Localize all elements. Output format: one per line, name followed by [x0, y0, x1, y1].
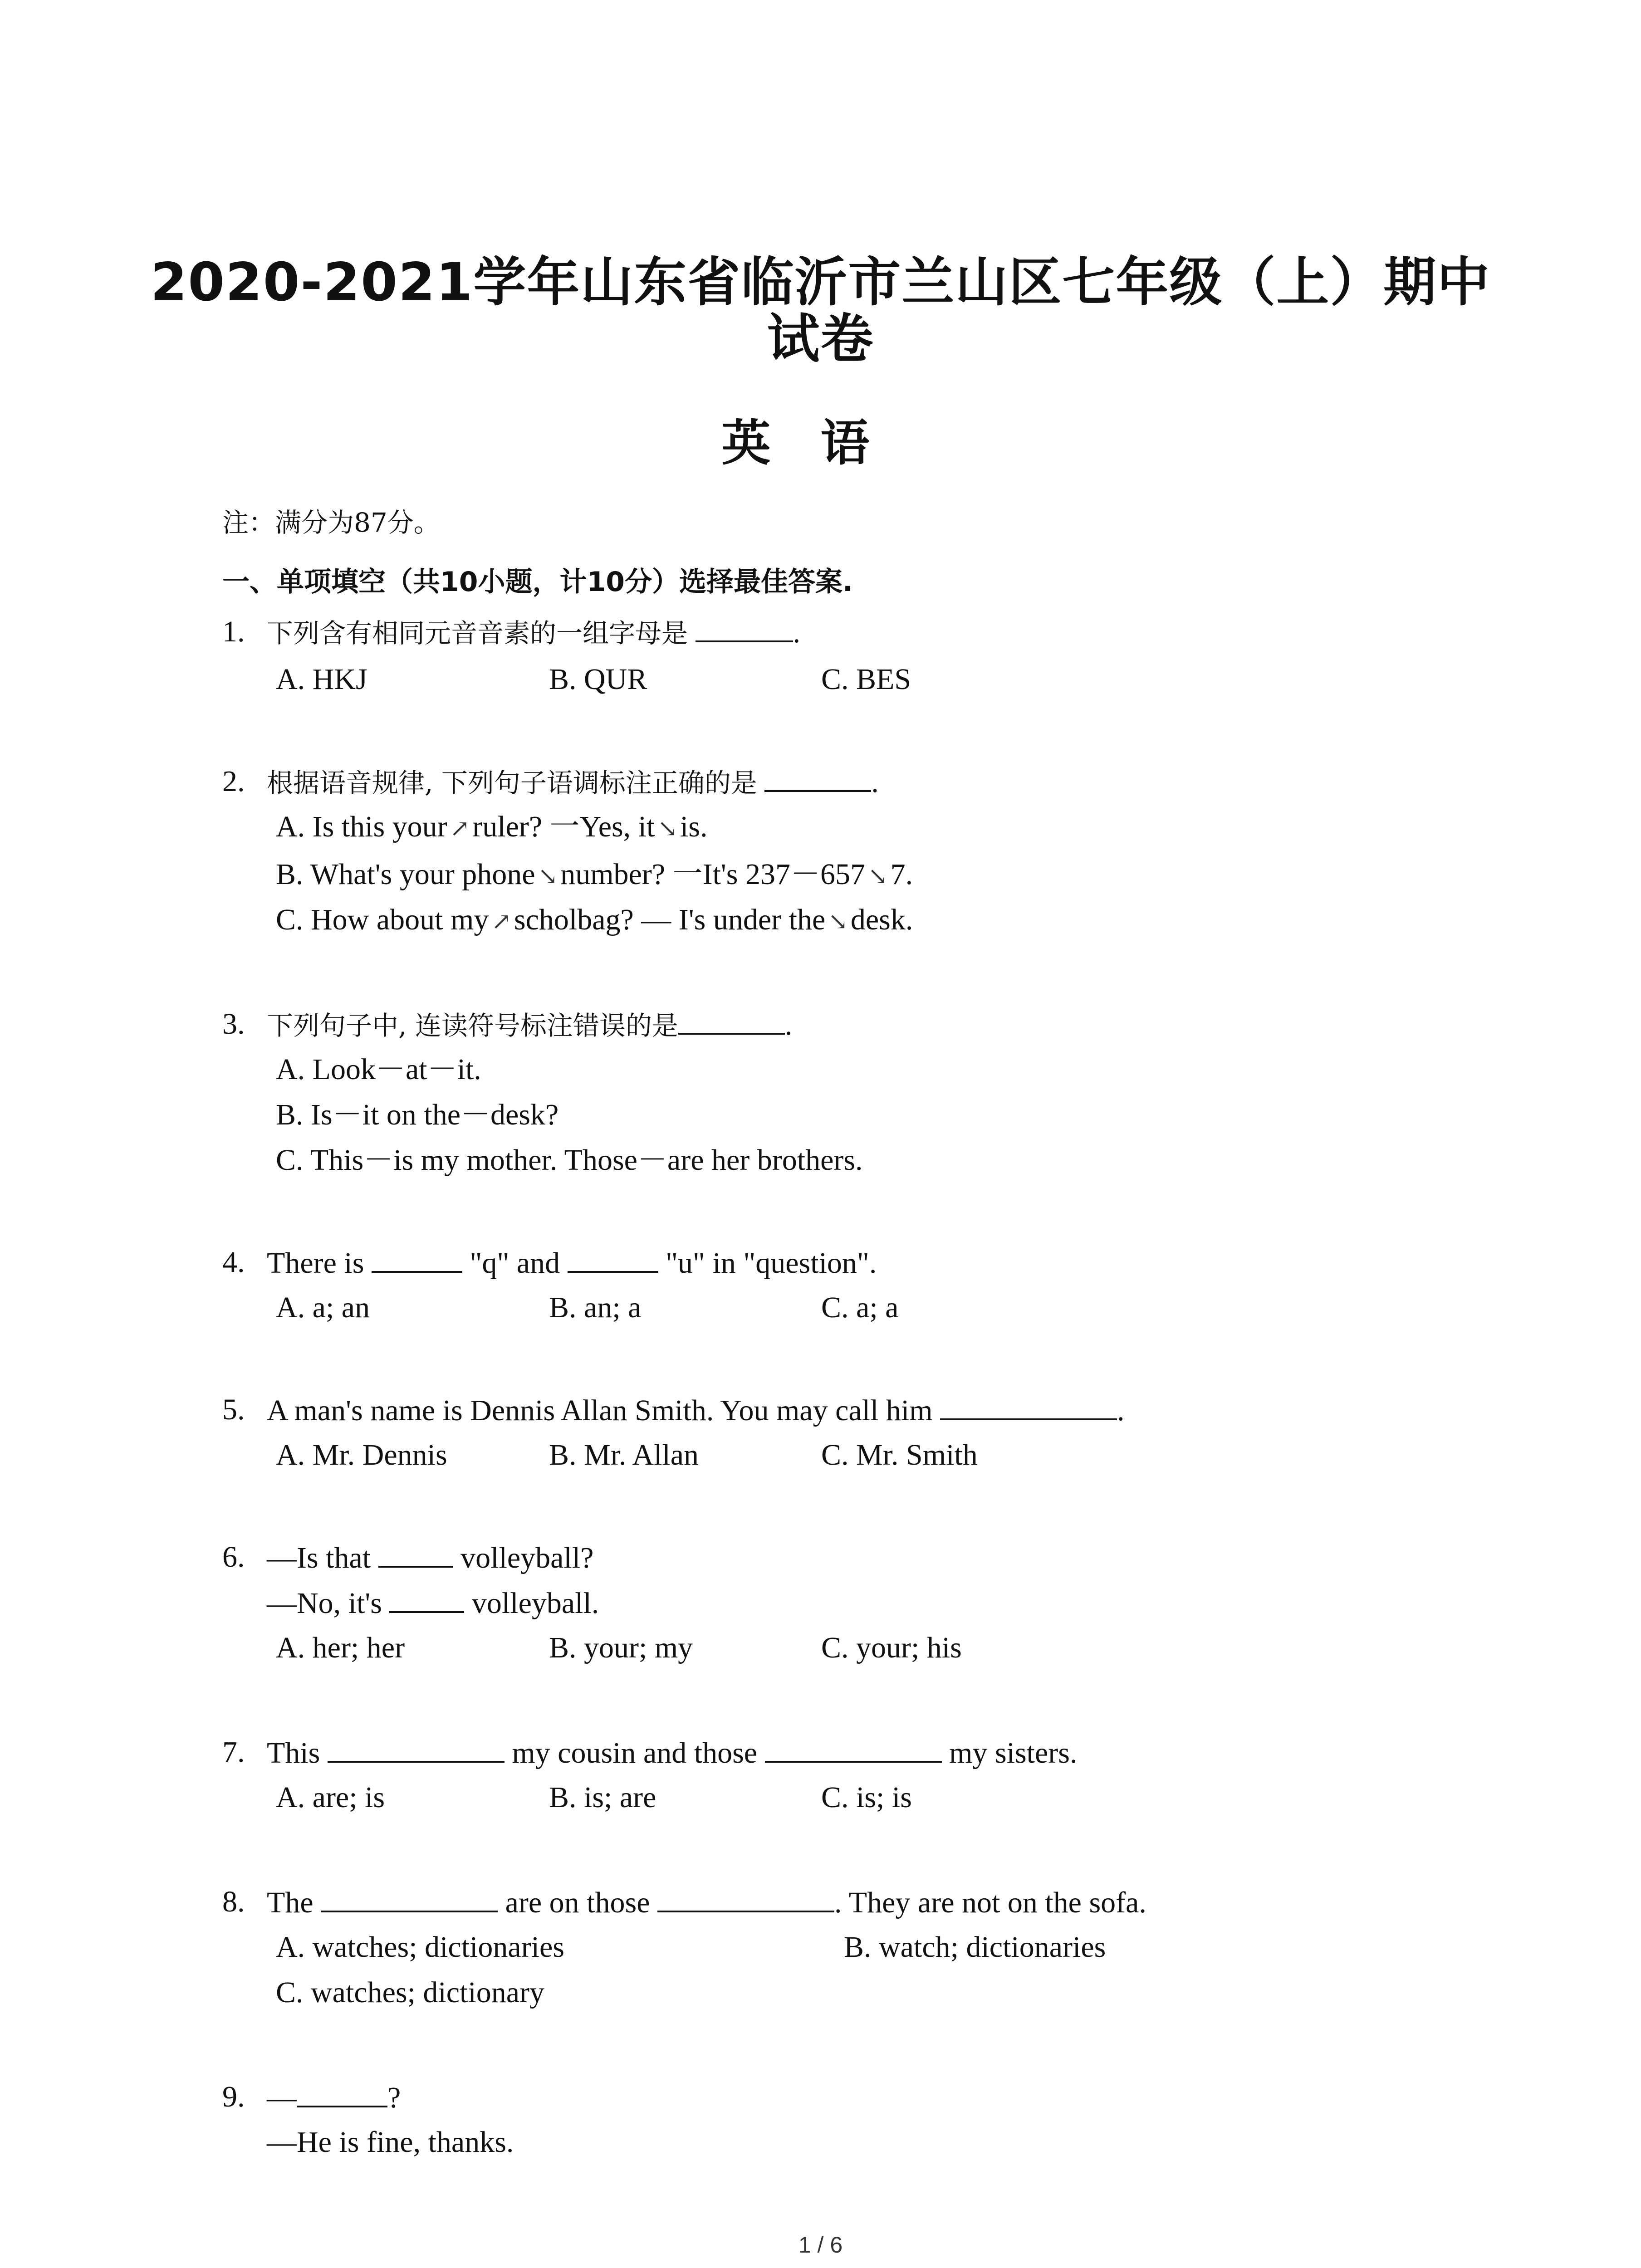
stem-text: 根据语音规律, 下列句子语调标注正确的是: [267, 767, 757, 798]
stem-text: . They are not on the sofa.: [834, 1886, 1146, 1919]
option-c: C. BES: [821, 663, 911, 696]
stem-text: The: [267, 1886, 314, 1919]
answer-blank: [696, 617, 793, 642]
question-6-line2: [267, 1588, 599, 1618]
option-b: B. QUR: [549, 663, 647, 696]
answer-blank: [940, 1395, 1117, 1420]
page-number: 1 / 6: [798, 2232, 843, 2258]
stem-text: —Is that: [267, 1541, 371, 1574]
question-number: 2.: [222, 765, 245, 798]
option-text: ruler? 一Yes, it: [472, 810, 655, 843]
stem-text: ?: [387, 2081, 401, 2114]
answer-blank: [657, 1887, 834, 1912]
stem-text: This: [267, 1736, 320, 1769]
option-b: B. your; my: [549, 1631, 693, 1664]
option-c: C. Mr. Smith: [821, 1438, 978, 1471]
option-text: A. Is this your: [276, 810, 447, 843]
option-a: A. Look－at－it.: [276, 1053, 481, 1086]
question-number: 4.: [222, 1246, 245, 1279]
stem-end: .: [871, 766, 879, 799]
question-7-stem: [267, 1737, 1077, 1768]
option-a: A. are; is: [276, 1781, 385, 1814]
option-b: B. watch; dictionaries: [844, 1931, 1106, 1964]
answer-blank: [568, 1247, 658, 1273]
question-number: 6.: [222, 1540, 245, 1574]
stem-text: —No, it's: [267, 1587, 382, 1620]
option-text: C. How about my: [276, 903, 489, 936]
option-text: 7.: [890, 858, 913, 891]
option-c: [276, 905, 913, 935]
falling-arrow-icon: ↘: [538, 864, 558, 890]
question-4-stem: [267, 1247, 877, 1278]
question-number: 1.: [222, 615, 245, 648]
answer-blank: [389, 1588, 464, 1613]
question-6-line1: [267, 1542, 593, 1573]
option-a: A. HKJ: [276, 663, 367, 696]
option-b: [276, 860, 913, 890]
question-number: 7.: [222, 1735, 245, 1769]
option-c: C. This－is my mother. Those－are her brothers.: [276, 1144, 863, 1177]
option-a: [276, 812, 707, 842]
stem-text: volleyball.: [471, 1587, 599, 1620]
answer-blank: [678, 1009, 785, 1035]
stem-end: .: [793, 616, 801, 649]
stem-text: 下列含有相同元音音素的一组字母是: [267, 618, 688, 649]
option-text: number? 一It's 237－657: [560, 858, 865, 891]
exam-title-line2: 试卷: [767, 308, 874, 370]
option-a: A. a; an: [276, 1291, 370, 1324]
falling-arrow-icon: ↘: [657, 816, 677, 842]
option-a: A. Mr. Dennis: [276, 1438, 447, 1471]
answer-blank: [765, 1737, 942, 1763]
stem-text: "q" and: [470, 1246, 560, 1280]
option-c: C. is; is: [821, 1781, 912, 1814]
question-number: 3.: [222, 1007, 245, 1041]
rising-arrow-icon: ↗: [450, 816, 470, 842]
option-text: B. What's your phone: [276, 858, 535, 891]
option-a: A. her; her: [276, 1631, 405, 1664]
stem-text: volleyball?: [460, 1541, 594, 1574]
exam-title-line1: 2020-2021学年山东省临沂市兰山区七年级（上）期中: [150, 252, 1491, 313]
question-number: 8.: [222, 1885, 245, 1918]
option-b: B. Is－it on the－desk?: [276, 1098, 559, 1131]
subject-heading: 英语: [721, 415, 920, 472]
option-text: scholbag? — I's under the: [514, 903, 826, 936]
option-text: desk.: [850, 903, 913, 936]
question-5-stem: [267, 1395, 1125, 1426]
option-b: B. is; are: [549, 1781, 656, 1814]
stem-text: There is: [267, 1246, 364, 1280]
answer-blank: [297, 2082, 387, 2107]
answer-blank: [321, 1887, 498, 1912]
option-text: is.: [680, 810, 708, 843]
stem-text: —: [267, 2081, 297, 2114]
stem-end: .: [784, 1008, 793, 1041]
question-number: 5.: [222, 1393, 245, 1426]
answer-blank: [372, 1247, 462, 1273]
question-2-stem: [267, 767, 879, 797]
falling-arrow-icon: ↘: [867, 864, 888, 890]
question-8-stem: [267, 1887, 1146, 1918]
stem-text: are on those: [505, 1886, 650, 1919]
option-b: B. an; a: [549, 1291, 642, 1324]
option-c: C. watches; dictionary: [276, 1976, 545, 2009]
score-note: 注：满分为87分。: [222, 507, 440, 538]
rising-arrow-icon: ↗: [491, 909, 511, 935]
falling-arrow-icon: ↘: [828, 909, 848, 935]
question-1-stem: [267, 617, 800, 648]
stem-text: 下列句子中, 连读符号标注错误的是: [267, 1010, 678, 1041]
section-heading: 一、单项填空（共10小题，计10分）选择最佳答案.: [222, 566, 853, 598]
option-a: A. watches; dictionaries: [276, 1931, 564, 1964]
answer-blank: [378, 1542, 453, 1568]
option-c: C. your; his: [821, 1631, 962, 1664]
stem-text: "u" in "question".: [666, 1246, 877, 1280]
stem-text: my sisters.: [949, 1736, 1078, 1769]
question-3-stem: [267, 1009, 792, 1040]
stem-text: A man's name is Dennis Allan Smith. You may call him: [267, 1394, 933, 1427]
question-number: 9.: [222, 2080, 245, 2113]
option-c: C. a; a: [821, 1291, 899, 1324]
option-b: B. Mr. Allan: [549, 1438, 699, 1471]
stem-end: .: [1117, 1394, 1125, 1427]
answer-blank: [764, 767, 871, 792]
question-9-line2: —He is fine, thanks.: [267, 2126, 514, 2159]
stem-text: my cousin and those: [512, 1736, 758, 1769]
answer-blank: [328, 1737, 505, 1763]
question-9-line1: [267, 2082, 401, 2113]
